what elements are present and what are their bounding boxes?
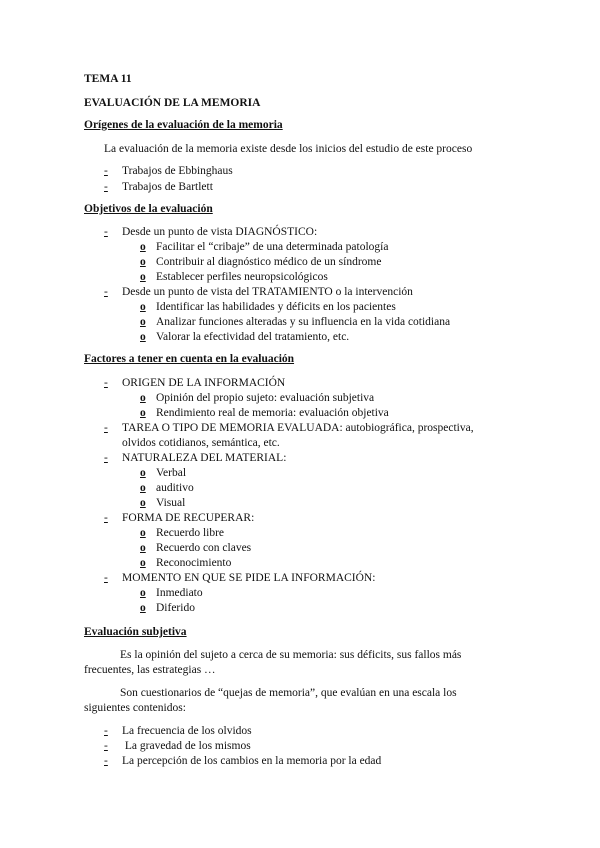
- heading-subjetiva: Evaluación subjetiva: [84, 626, 187, 638]
- list-item: [104, 225, 317, 239]
- paragraph-line: frecuentes, las estrategias …: [84, 664, 216, 676]
- paragraph-line: siguientes contenidos:: [84, 702, 186, 714]
- list-item-text: ORIGEN DE LA INFORMACIÓN: [122, 377, 286, 389]
- list-item-text: Desde un punto de vista DIAGNÓSTICO:: [122, 226, 318, 238]
- list-item: [104, 511, 254, 525]
- dash-marker: -: [104, 725, 108, 737]
- list-item-text: FORMA DE RECUPERAR:: [122, 512, 255, 524]
- sub-list-item: [140, 270, 328, 284]
- bullet-marker: o: [140, 587, 146, 599]
- sub-list-item: [140, 601, 195, 615]
- sub-list-item: [140, 300, 396, 314]
- dash-marker: -: [104, 422, 108, 434]
- sub-list-item-text: Inmediato: [156, 587, 203, 599]
- dash-marker: -: [104, 165, 108, 177]
- sub-list-item-text: Visual: [156, 497, 186, 509]
- sub-list-item: [140, 330, 349, 344]
- bullet-marker: o: [140, 497, 146, 509]
- sub-list-item-text: Identificar las habilidades y déficits en los pacientes: [156, 301, 396, 313]
- sub-list-item: [140, 586, 203, 600]
- dash-marker: -: [104, 377, 108, 389]
- dash-marker: -: [104, 452, 108, 464]
- list-item-text: La frecuencia de los olvidos: [122, 725, 252, 737]
- paragraph-line: Es la opinión del sujeto a cerca de su memoria: sus déficits, sus fallos más: [120, 649, 462, 661]
- dash-marker: -: [104, 572, 108, 584]
- list-item: [104, 451, 286, 465]
- paragraph-origenes: La evaluación de la memoria existe desde los inicios del estudio de este proceso: [104, 143, 473, 155]
- sub-list-item-text: Diferido: [156, 602, 195, 614]
- sub-list-item: [140, 466, 186, 480]
- dash-marker: -: [104, 286, 108, 298]
- list-item: [104, 571, 375, 585]
- sub-list-item: [140, 481, 194, 495]
- bullet-marker: o: [140, 256, 146, 268]
- bullet-marker: o: [140, 467, 146, 479]
- sub-list-item: [140, 240, 388, 254]
- sub-list-item-text: Rendimiento real de memoria: evaluación objetiva: [156, 407, 389, 419]
- list-item-text: Trabajos de Ebbinghaus: [122, 165, 233, 177]
- bullet-marker: o: [140, 482, 146, 494]
- sub-list-item-text: Facilitar el “cribaje” de una determinada patología: [156, 241, 389, 253]
- list-item-text: MOMENTO EN QUE SE PIDE LA INFORMACIÓN:: [122, 572, 376, 584]
- sub-list-item-text: Opinión del propio sujeto: evaluación subjetiva: [156, 392, 375, 404]
- list-item-text: Trabajos de Bartlett: [122, 181, 213, 193]
- dash-marker: -: [104, 181, 108, 193]
- dash-marker: -: [104, 512, 108, 524]
- dash-marker: -: [104, 740, 108, 752]
- sub-list-item-text: Establecer perfiles neuropsicológicos: [156, 271, 328, 283]
- paragraph-line: Son cuestionarios de “quejas de memoria”, que evalúan en una escala los: [120, 687, 457, 699]
- heading-objetivos: Objetivos de la evaluación: [84, 203, 213, 215]
- sub-list-item-text: Recuerdo libre: [156, 527, 225, 539]
- list-item: [104, 376, 285, 390]
- list-item-continuation: olvidos cotidianos, semántica, etc.: [122, 437, 280, 449]
- bullet-marker: o: [140, 301, 146, 313]
- bullet-marker: o: [140, 602, 146, 614]
- sub-list-item-text: Valorar la efectividad del tratamiento, etc.: [156, 331, 350, 343]
- list-item: [104, 724, 252, 738]
- list-item: [104, 180, 213, 194]
- bullet-marker: o: [140, 316, 146, 328]
- sub-list-item: [140, 556, 231, 570]
- bullet-marker: o: [140, 557, 146, 569]
- list-item: [104, 285, 413, 299]
- heading-origenes: Orígenes de la evaluación de la memoria: [84, 119, 283, 131]
- sub-list-item-text: auditivo: [156, 482, 194, 494]
- topic-number: TEMA 11: [84, 73, 132, 85]
- sub-list-item-text: Verbal: [156, 467, 187, 479]
- bullet-marker: o: [140, 527, 146, 539]
- dash-marker: -: [104, 226, 108, 238]
- sub-list-item: [140, 406, 389, 420]
- bullet-marker: o: [140, 331, 146, 343]
- list-item: [104, 754, 381, 768]
- heading-factores: Factores a tener en cuenta en la evaluación: [84, 353, 295, 365]
- sub-list-item-text: Recuerdo con claves: [156, 542, 252, 554]
- list-item: [104, 164, 233, 178]
- sub-list-item: [140, 315, 450, 329]
- bullet-marker: o: [140, 241, 146, 253]
- list-item-text: La percepción de los cambios en la memoria por la edad: [122, 755, 382, 767]
- bullet-marker: o: [140, 542, 146, 554]
- bullet-marker: o: [140, 407, 146, 419]
- bullet-marker: o: [140, 271, 146, 283]
- sub-list-item-text: Analizar funciones alteradas y su influencia en la vida cotidiana: [156, 316, 451, 328]
- list-item: [104, 421, 474, 435]
- bullet-marker: o: [140, 392, 146, 404]
- document-title: EVALUACIÓN DE LA MEMORIA: [84, 97, 261, 109]
- sub-list-item: [140, 496, 185, 510]
- sub-list-item: [140, 391, 374, 405]
- list-item-text: Desde un punto de vista del TRATAMIENTO o la intervención: [122, 286, 413, 298]
- sub-list-item: [140, 541, 251, 555]
- list-item-text: TAREA O TIPO DE MEMORIA EVALUADA: autobiográfica, prospectiva,: [122, 422, 474, 434]
- list-item-text: La gravedad de los mismos: [122, 740, 251, 752]
- sub-list-item: [140, 526, 224, 540]
- list-item: [104, 739, 251, 753]
- sub-list-item-text: Reconocimiento: [156, 557, 232, 569]
- dash-marker: -: [104, 755, 108, 767]
- sub-list-item: [140, 255, 382, 269]
- list-item-text: NATURALEZA DEL MATERIAL:: [122, 452, 287, 464]
- sub-list-item-text: Contribuir al diagnóstico médico de un síndrome: [156, 256, 382, 268]
